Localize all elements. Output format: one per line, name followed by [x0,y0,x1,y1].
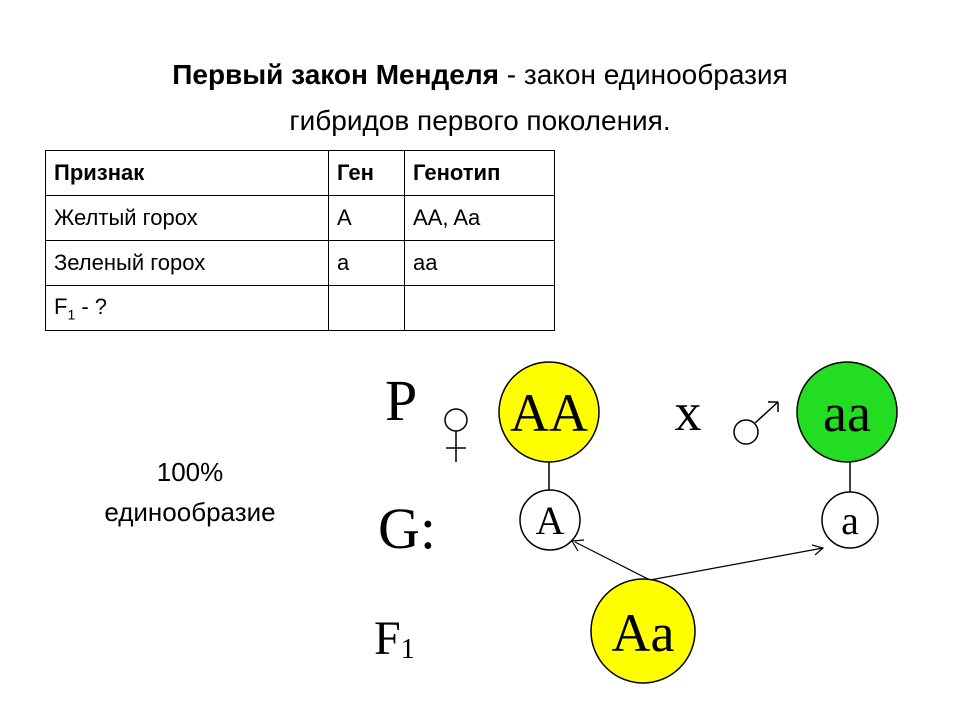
f1-row-subscript: 1 [400,634,415,665]
parent-female [499,362,599,492]
gamete-male-allele: a [841,498,859,543]
f1-suffix: - ? [75,293,108,319]
f1-letter: F [54,293,68,319]
p-label: P [385,368,418,433]
cell-genotype: AA, Aa [405,196,555,241]
header-gene: Ген [329,151,405,196]
title-bold: Первый закон Менделя [172,59,500,90]
cell-gene: a [329,241,405,286]
g-label: G: [378,496,436,561]
female-symbol-icon [445,409,467,462]
cell-trait: Зеленый горох [46,241,329,286]
header-genotype: Генотип [405,151,555,196]
uniformity-word: единообразие [104,497,276,527]
uniformity-percent: 100% [156,457,224,487]
header-trait: Признак [46,151,329,196]
title-rest: - закон единообразия [499,59,788,90]
cell-genotype: aa [405,241,555,286]
offspring-genotype: Aa [611,603,675,663]
gamete-female [520,490,580,550]
f1-row-label [374,612,415,665]
fusion-arrows [572,540,823,580]
parent-male [797,362,897,492]
offspring [591,579,695,683]
gamete-female-allele: A [535,498,565,543]
female-genotype: AA [510,383,588,443]
cross-sign: x [674,382,702,442]
cell-trait: Желтый горох [46,196,329,241]
f1-subscript: 1 [67,306,76,323]
male-symbol-icon [734,402,778,444]
arrow-line [575,542,650,580]
f1-row-letter: F [374,612,401,665]
arrow-line [650,548,823,580]
gamete-male [822,492,878,548]
title-line2: гибридов первого поколения. [289,105,671,136]
cell-gene: A [329,196,405,241]
male-genotype: aa [823,383,871,443]
